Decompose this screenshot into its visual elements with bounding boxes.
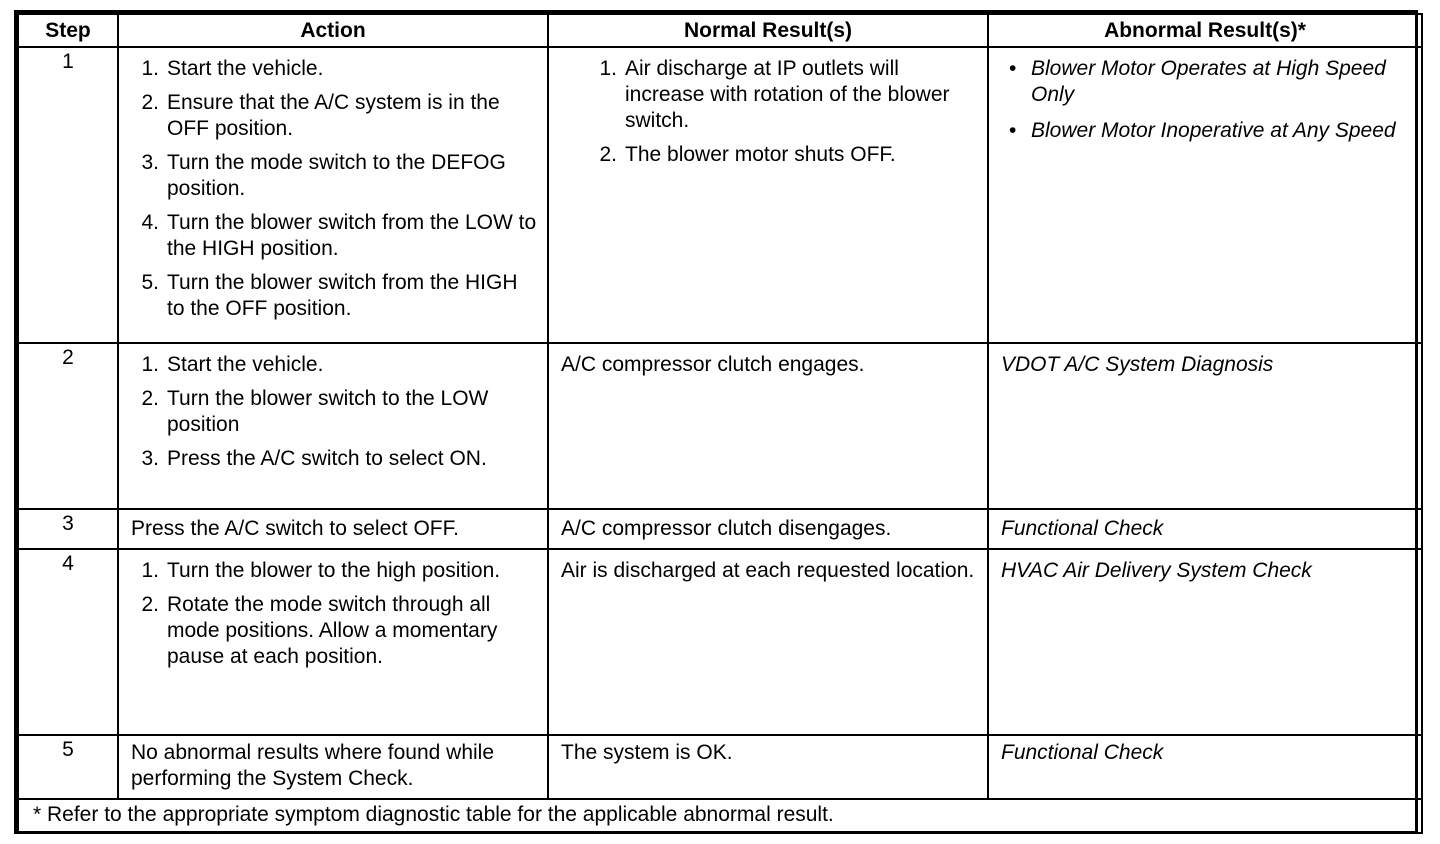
abnormal-result-link[interactable]: • Blower Motor Inoperative at Any Speed [1031,118,1411,144]
action-list [131,352,537,472]
header-abnormal-results: Abnormal Result(s)* [988,14,1422,47]
footnote: * Refer to the appropriate symptom diagnostic table for the applicable abnormal result. [18,799,1422,833]
normal-result-cell [548,47,988,343]
action-cell: No abnormal results where found while performing the System Check. [118,735,548,799]
header-action: Action [118,14,548,47]
header-step: Step [18,14,118,47]
action-item: Start the vehicle. [167,353,324,376]
abnormal-result-link[interactable]: • Blower Motor Operates at High Speed Only [1031,56,1411,108]
step-number: 1 [18,47,118,343]
normal-result-cell: The system is OK. [548,735,988,799]
abnormal-result-link[interactable]: HVAC Air Delivery System Check [988,549,1422,735]
action-cell: Press the A/C switch to select OFF. [118,509,548,549]
action-list [131,558,537,670]
action-item: Press the A/C switch to select ON. [167,447,487,470]
step-number: 4 [18,549,118,735]
step-number: 5 [18,735,118,799]
abnormal-result-link[interactable]: Functional Check [988,509,1422,549]
normal-result-cell: Air is discharged at each requested location. [548,549,988,735]
normal-result-item: The blower motor shuts OFF. [625,143,896,166]
action-item: Start the vehicle. [167,57,324,80]
action-item: Turn the mode switch to the DEFOG position. [167,151,506,200]
action-item: Rotate the mode switch through all mode positions. Allow a momentary pause at each position. [167,593,498,668]
abnormal-result-list [1001,56,1411,144]
action-item: Turn the blower switch from the LOW to the HIGH position. [167,211,537,260]
header-row [18,14,1422,47]
action-item: Ensure that the A/C system is in the OFF position. [167,91,500,140]
action-item: Turn the blower switch from the HIGH to the OFF position. [167,271,518,320]
header-normal-results: Normal Result(s) [548,14,988,47]
action-item: Turn the blower to the high position. [167,559,501,582]
table-row [18,47,1422,343]
step-number: 3 [18,509,118,549]
table-row [18,343,1422,509]
abnormal-result-cell [988,47,1422,343]
table-row [18,509,1422,549]
action-cell [118,549,548,735]
table-row [18,735,1422,799]
abnormal-result-link[interactable]: VDOT A/C System Diagnosis [988,343,1422,509]
normal-result-list [561,56,977,168]
action-list [131,56,537,322]
step-number: 2 [18,343,118,509]
normal-result-cell: A/C compressor clutch disengages. [548,509,988,549]
normal-result-item: Air discharge at IP outlets will increase with rotation of the blower switch. [625,57,950,132]
system-check-table-frame [14,10,1418,834]
system-check-table [17,13,1423,834]
action-cell [118,47,548,343]
action-cell [118,343,548,509]
table-row [18,549,1422,735]
action-item: Turn the blower switch to the LOW position [167,387,489,436]
footnote-row [18,799,1422,833]
normal-result-cell: A/C compressor clutch engages. [548,343,988,509]
abnormal-result-link[interactable]: Functional Check [988,735,1422,799]
